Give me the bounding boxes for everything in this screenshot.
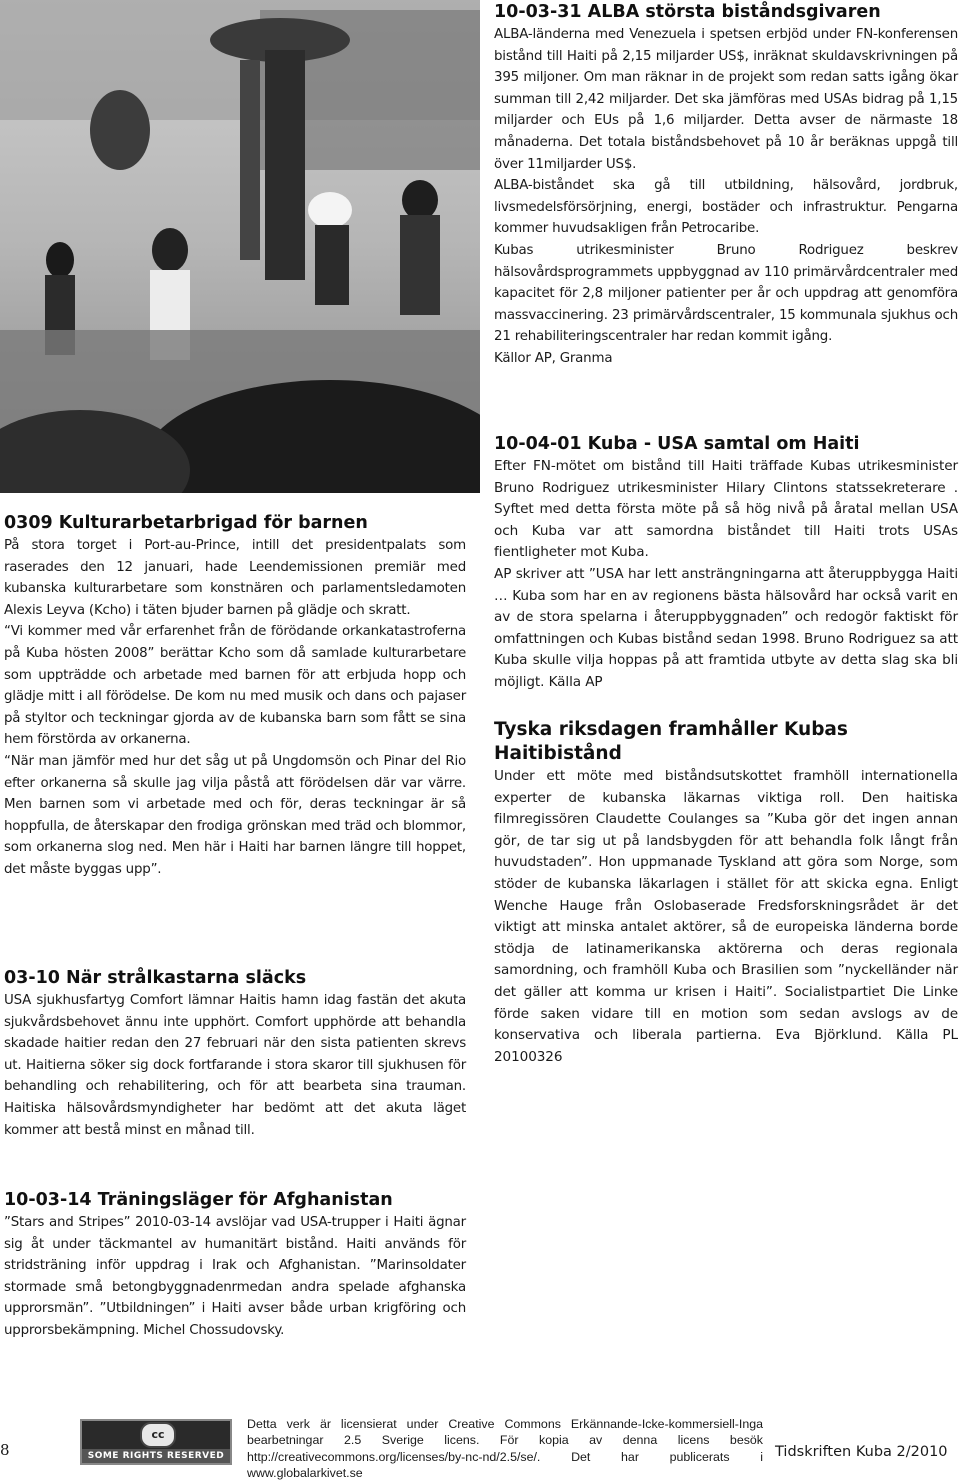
magazine-issue: Tidskriften Kuba 2/2010 [775,1444,948,1460]
article-paragraph: Kubas utrikesminister Bruno Rodriguez beskrev hälsovårdsprogrammets uppbyggnad av 110 primärvårdcentraler med kapacitet för 2,8 miljoner patienter per år och uppdrag att genomföra massvaccinering. 23 primärvårdscentraler, 15 kommunala sjukhus och 21 rehabiliteringscentraler har redan kommit igång. [494,242,958,345]
article-photo [0,0,480,493]
article-paragraph: Efter FN-mötet om bistånd till Haiti träffade Kubas utrikesminister Bruno Rodriguez utrikesminister Hilary Clintons statssekreterare . Syftet med detta första möte på så hög nivå på åratal mellan USA och Kuba var att samordna biståndet till Haiti trots USAs fientligheter mot Kuba. [494,458,958,561]
article-paragraph: “Vi kommer med vår erfarenhet från de förödande orkankatastroferna på Kuba hösten 2008” berättar Kcho som då samlade kulturarbetare som uppträdde och arbetade med barnen för att erbjuda hopp och glädje mitt i all förödelse. De kom nu med musik och dans och pajaser på styltor och teckningar gjorda av de kubanska barn som fått se sina hem förstörda av orkanerna. [4,624,466,748]
article-title: 10-03-31 ALBA största biståndsgivaren [494,2,881,22]
article-source: Källor AP, Granma [494,350,613,366]
page-number: 8 [0,1441,10,1459]
article-paragraph: AP skriver att ”USA har lett ansträngningarna att återuppbygga Haiti … Kuba som har en av regionens bästa hälsovård har också varit en av de stora spelarna i återuppbyggnaden” och redogör faktiskt för omfattningen och Kubas bistånd sedan 1998. Bruno Rodriguez sa att Kuba skulle vilja hoppas på att framtida utbyte av detta slag ska bli möjligt. Källa AP [494,565,958,690]
article-paragraph: ”Stars and Stripes” 2010-03-14 avslöjar vad USA-trupper i Haiti ägnar sig åt under täckmantel av humanitärt bistånd. Haiti används för stridsträning inför uppdrag i Irak och Afghanistan. ”Marinsoldater stormade små betongbyggnadenrmedan andra spelade afghanska upprorsmän”. ”Utbildningen” i Haiti avser både urban krigföring och upprorsbekämpning. Michel Chossudovsky. [4,1215,466,1338]
article-paragraph: USA sjukhusfartyg Comfort lämnar Haitis hamn idag fastän det akuta sjukvårdsbehovet ännu inte upphört. Comfort upphörde att behandla skadade haitier redan den 27 februari när den sista patienten skrevs ut. Haitierna söker sig dock fortfarande i stora skaror till sjukhusen för behandling och rehabilitering, och för att bearbeta sina trauman. Haitiska hälsovårdsmyndigheter har bedömt att det akuta läget kommer att bestå minst en månad till. [4,993,466,1138]
article-alba [494,0,958,370]
article-kulturarbetarbrigad [4,511,466,881]
article-paragraph: ALBA-biståndet ska gå till utbildning, hälsovård, jordbruk, livsmedelsförsörjning, energi, bostäder och infrastruktur. Pengarna kommer huvudsakligen från Petrocaribe. [494,178,958,237]
article-kuba-usa [494,432,958,694]
photo-placeholder [0,0,480,493]
article-paragraph: På stora torget i Port-au-Prince, intill det presidentpalats som raserades den 12 januari, hade Leendemissionen premiär med kubanska kulturarbetare som konstnären och parlamentsledamoten Alexis Leyva (Kcho) i täten bjuder barnen på glädje och skratt. [4,538,466,618]
license-text: Detta verk är licensierat under Creative Commons Erkännande-Icke-kommersiell-Inga bearbetningar 2.5 Sverige licens. För kopia av denna licens besök http://creativecommons.org/licenses/by-nc-nd/2.5/se/. Det har publicerats i www.globalarkivet.se [247,1417,763,1481]
article-afghanistan [4,1188,466,1342]
cc-logo-icon: cc [140,1422,176,1448]
article-title: Tyska riksdagen framhåller Kubas Haitibistånd [494,719,848,764]
article-title: 10-04-01 Kuba - USA samtal om Haiti [494,434,860,454]
article-paragraph: ALBA-länderna med Venezuela i spetsen erbjöd under FN-konferensen bistånd till Haiti på 2,15 miljarder US$, inräknat skuldavskrivningen på 395 miljoner. Om man räknar in de projekt som redan satts igång ökar summan till 2,42 miljarder. Det ska jämföras med USAs bidrag på 1,15 miljarder och EUs på 1,6 miljarder. Detta avser de närmaste 18 månaderna. Det totala biståndsbehovet på 10 år beräknas uppgå till över 11miljarder US$. [494,27,958,172]
article-title: 10-03-14 Träningsläger för Afghanistan [4,1190,393,1210]
article-title: 0309 Kulturarbetarbrigad för barnen [4,513,368,533]
article-stralkastarna [4,966,466,1141]
article-paragraph: “När man jämför med hur det såg ut på Ungdomsön och Pinar del Rio efter orkanerna så skulle jag vilja påstå att förödelsen där var värre. Men barnen som vi arbetade med och för, deras teckningar är så hoppfulla, de återskapar den frodiga grönskan med träd och blommor, som orkanerna slog ned. Men här i Haiti har barnen längre till hoppet, det måste byggas upp”. [4,753,466,877]
article-paragraph: Under ett möte med biståndsutskottet framhöll internationella experter de kubanska läkarnas viktiga roll. Den haitiska filmregissören Claudette Coulanges sa ”Kuba gör det ingen annan gör, de tar sig ut på landsbygden för att behandla folk långt från huvudstaden”. Hon uppmanade Tyskland att göra som Norge, som stöder de kubanska läkarlagen i stället för att skicka egna. Enligt Wenche Hauge från Oslobaserade Fredsforskningsrådet är det viktigt att minska antalet aktörer, så de europeiska länderna borde stödja de latinamerikanska aktörerna och deras regionala samordning, och framhöll Kuba och Brasilien som ”nyckelländer när det gäller att komma ur krisen i Haiti”. Socialistpartiet Die Linke förde saken vidare till en motion som sedan avslogs av de konservativa och liberala partierna. Eva Björklund. Källa PL 20100326 [494,768,958,1065]
article-tyska-riksdagen [494,718,958,1068]
article-title: 03-10 När strålkastarna släcks [4,968,307,988]
cc-badge-text: SOME RIGHTS RESERVED [87,1451,225,1461]
creative-commons-icon[interactable] [80,1419,232,1465]
